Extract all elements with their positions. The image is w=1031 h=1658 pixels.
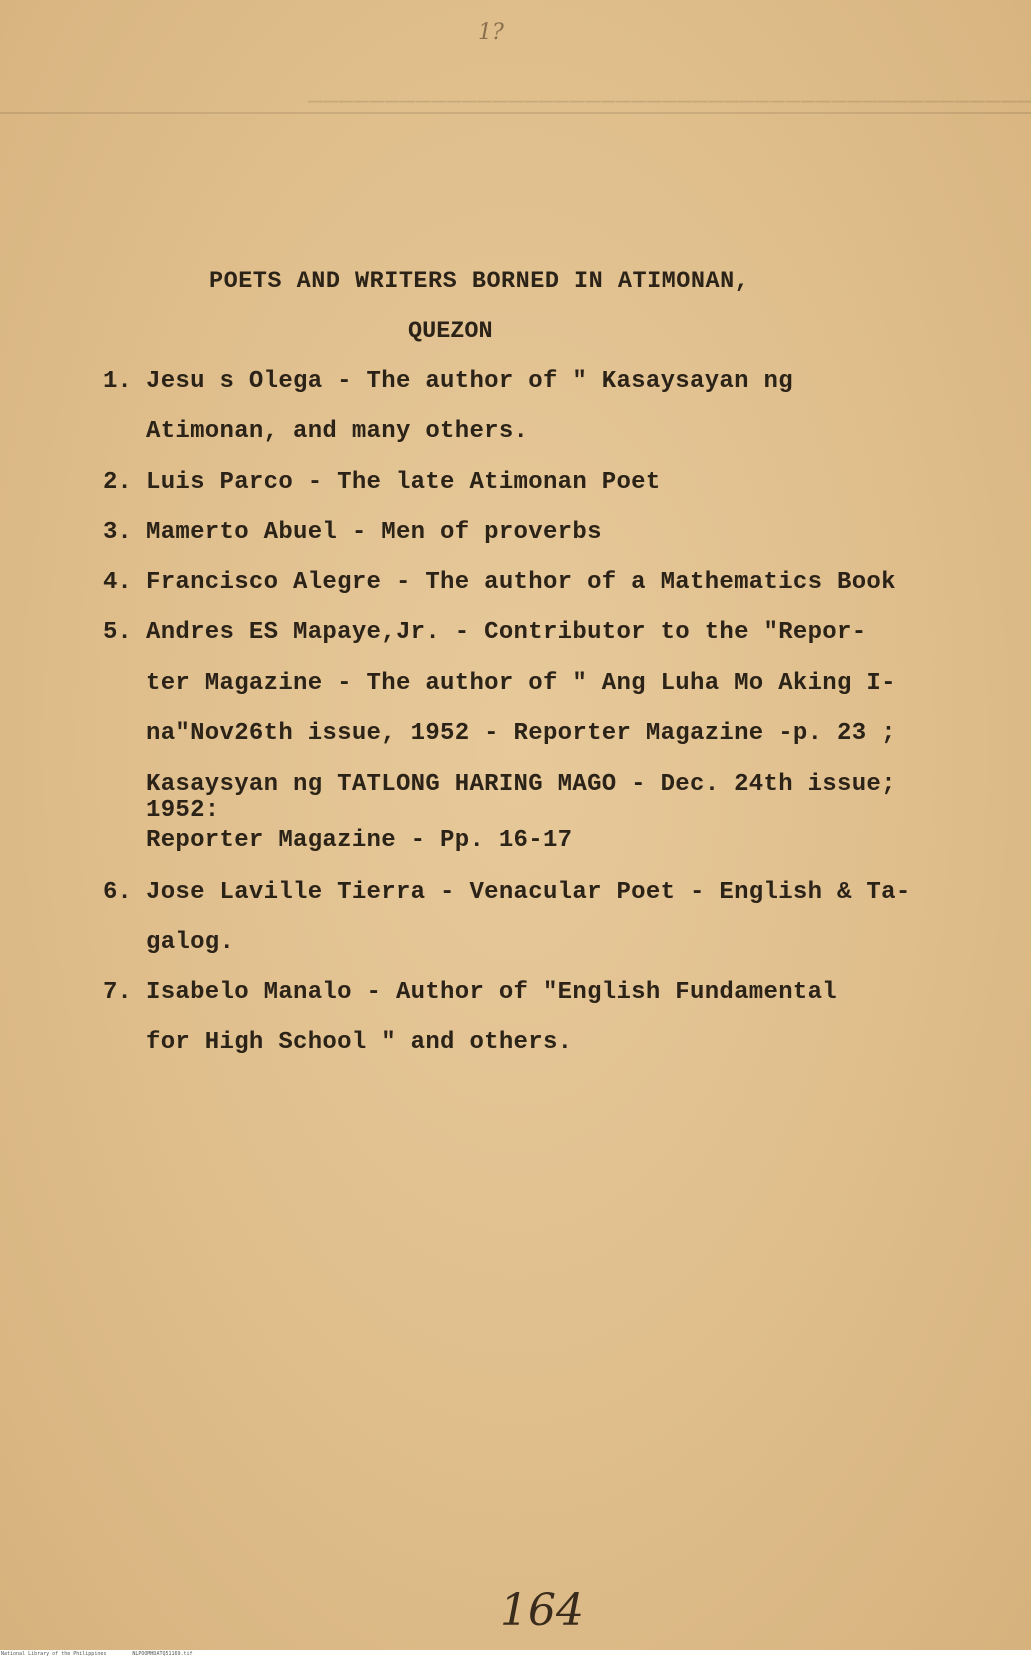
entry-4-number: 4. (103, 569, 132, 596)
entry-2-number: 2. (103, 469, 132, 496)
handwritten-page-number: 164 (500, 1585, 584, 1636)
entry-1-line-2: Atimonan, and many others. (146, 418, 529, 445)
entry-5-line-4: Kasaysyan ng TATLONG HARING MAGO - Dec. 24th issue; (146, 771, 896, 798)
entry-1-number: 1. (103, 368, 132, 395)
entry-6-line-1: Jose Laville Tierra - Venacular Poet - English & Ta- (146, 879, 911, 906)
entry-7-number: 7. (103, 979, 132, 1006)
footer-file-name: NLPOOMHDATQ51169.tif (132, 1651, 193, 1657)
entry-1-line-1: Jesu s Olega - The author of " Kasaysayan ng (146, 368, 793, 395)
entry-5-line-2: ter Magazine - The author of " Ang Luha Mo Aking I- (146, 670, 896, 697)
entry-6-line-2: galog. (146, 929, 235, 956)
entry-6-number: 6. (103, 879, 132, 906)
scan-footer-text (1, 1650, 193, 1658)
entry-5-number: 5. (103, 619, 132, 646)
entry-3-line-1: Mamerto Abuel - Men of proverbs (146, 519, 602, 546)
bleed-through-text: ─────────────────────────────────────────────── (307, 90, 1031, 117)
footer-library-name: National Library of the Philippines (1, 1651, 107, 1657)
entry-5-line-5: 1952: (146, 797, 220, 824)
entry-7-line-1: Isabelo Manalo - Author of "English Fundamental (146, 979, 838, 1006)
entry-5-line-3: na"Nov26th issue, 1952 - Reporter Magazine -p. 23 ; (146, 720, 896, 747)
entry-5-line-6: Reporter Magazine - Pp. 16-17 (146, 827, 573, 854)
entry-2-line-1: Luis Parco - The late Atimonan Poet (146, 469, 661, 496)
entry-5-line-1: Andres ES Mapaye,Jr. - Contributor to the "Repor- (146, 619, 867, 646)
top-pencil-mark: 1? (478, 20, 504, 45)
entry-3-number: 3. (103, 519, 132, 546)
document-subtitle: QUEZON (408, 318, 493, 345)
entry-4-line-1: Francisco Alegre - The author of a Mathematics Book (146, 569, 896, 596)
document-title: POETS AND WRITERS BORNED IN ATIMONAN, (209, 268, 750, 295)
entry-7-line-2: for High School " and others. (146, 1029, 573, 1056)
